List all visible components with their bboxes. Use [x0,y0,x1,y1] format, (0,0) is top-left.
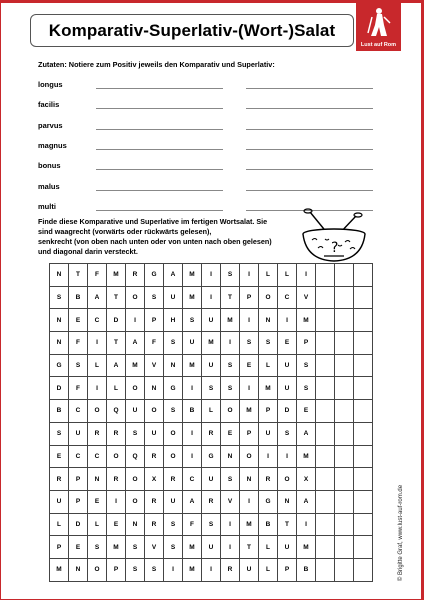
grid-cell: A [126,332,145,355]
grid-cell: T [107,287,126,310]
grid-cell: M [297,536,316,559]
grid-cell: P [107,559,126,582]
grid-cell [316,536,335,559]
comparative-answer-line[interactable] [96,210,223,211]
grid-cell [354,309,373,332]
grid-cell: E [221,423,240,446]
grid-cell: B [259,514,278,537]
grid-cell [354,423,373,446]
grid-cell: S [50,287,69,310]
grid-cell: E [278,332,297,355]
grid-cell: I [297,264,316,287]
grid-cell: R [145,491,164,514]
grid-cell: O [221,400,240,423]
grid-cell: O [107,446,126,469]
grid-cell: S [164,400,183,423]
grid-cell: B [297,559,316,582]
grid-cell: U [202,309,221,332]
grid-cell: H [164,309,183,332]
word-label: facilis [38,100,60,110]
grid-cell: V [145,536,164,559]
grid-cell: B [183,400,202,423]
grid-cell: M [240,400,259,423]
grid-cell [335,309,354,332]
grid-cell: I [221,332,240,355]
grid-cell: S [202,377,221,400]
instruction-line: und diagonal darin versteckt. [38,247,138,256]
grid-cell: I [240,491,259,514]
grid-cell: L [278,264,297,287]
title-box [30,14,354,47]
grid-cell: L [259,355,278,378]
grid-cell: L [259,264,278,287]
grid-cell: O [88,400,107,423]
grid-cell: S [164,332,183,355]
logo [356,3,401,51]
grid-cell: R [202,491,221,514]
grid-cell: I [240,377,259,400]
grid-cell: X [145,468,164,491]
grid-cell: O [164,446,183,469]
grid-cell [316,468,335,491]
logo-text: Lust auf Rom [360,42,397,48]
grid-cell: U [145,423,164,446]
grid-cell: M [297,446,316,469]
grid-cell: R [107,423,126,446]
grid-cell: L [202,400,221,423]
grid-cell: S [221,468,240,491]
grid-cell: M [221,309,240,332]
grid-cell: F [145,332,164,355]
grid-cell: U [259,423,278,446]
grid-cell: I [183,423,202,446]
grid-cell: C [278,287,297,310]
comparative-answer-line[interactable] [96,190,223,191]
grid-cell [316,423,335,446]
grid-cell: D [50,377,69,400]
grid-cell: C [69,446,88,469]
grid-cell: A [297,423,316,446]
superlative-answer-line[interactable] [246,149,373,150]
grid-cell: O [126,491,145,514]
grid-cell: T [107,332,126,355]
grid-cell [316,491,335,514]
grid-cell: G [145,264,164,287]
grid-cell: I [240,309,259,332]
grid-cell: C [88,446,107,469]
grid-cell: N [164,355,183,378]
grid-cell [354,514,373,537]
grid-cell: N [50,264,69,287]
grid-cell [316,400,335,423]
grid-cell: C [183,468,202,491]
grid-cell: V [297,287,316,310]
grid-cell [316,332,335,355]
grid-cell: A [88,287,107,310]
grid-cell [316,287,335,310]
grid-cell: I [183,446,202,469]
grid-cell: B [69,287,88,310]
grid-cell: O [88,559,107,582]
grid-cell: A [297,491,316,514]
grid-cell: R [221,559,240,582]
grid-cell: S [221,377,240,400]
grid-cell: M [50,559,69,582]
grid-cell [335,377,354,400]
grid-cell: I [221,514,240,537]
grid-cell: N [126,514,145,537]
grid-cell: M [183,287,202,310]
grid-cell: S [240,332,259,355]
grid-cell: F [183,514,202,537]
grid-cell: F [69,377,88,400]
comparative-answer-line[interactable] [96,169,223,170]
grid-cell: P [69,491,88,514]
grid-cell [316,264,335,287]
grid-cell: R [107,468,126,491]
comparative-answer-line[interactable] [96,129,223,130]
grid-cell: C [88,309,107,332]
grid-cell: R [145,514,164,537]
grid-cell: I [88,377,107,400]
grid-cell: P [69,468,88,491]
grid-cell: U [164,287,183,310]
grid-cell: L [107,377,126,400]
comparative-answer-line[interactable] [96,88,223,89]
grid-cell [354,559,373,582]
grid-cell [335,559,354,582]
grid-cell: U [278,536,297,559]
grid-cell: R [145,446,164,469]
grid-cell [316,559,335,582]
grid-cell: O [164,423,183,446]
grid-cell: L [88,355,107,378]
grid-cell: U [202,468,221,491]
grid-cell: V [145,355,164,378]
comparative-answer-line[interactable] [96,149,223,150]
grid-cell: P [297,332,316,355]
grid-cell: D [107,309,126,332]
superlative-answer-line[interactable] [246,190,373,191]
grid-cell: O [126,287,145,310]
grid-cell: F [69,332,88,355]
grid-cell: U [202,536,221,559]
grid-cell: Q [126,446,145,469]
instructions [38,217,300,257]
grid-cell: S [145,287,164,310]
grid-cell [316,309,335,332]
grid-cell [354,332,373,355]
grid-cell: O [259,287,278,310]
grid-cell: N [278,491,297,514]
grid-cell [354,287,373,310]
grid-cell: U [183,332,202,355]
grid-cell [316,355,335,378]
grid-cell: S [221,355,240,378]
grid-cell: R [259,468,278,491]
grid-cell: I [126,309,145,332]
grid-cell: E [69,309,88,332]
grid-cell: S [297,377,316,400]
grid-cell: D [69,514,88,537]
grid-cell: L [259,559,278,582]
grid-cell: T [240,536,259,559]
grid-cell: E [69,536,88,559]
grid-cell: I [183,377,202,400]
frame-left [0,0,1,600]
page-title: Komparativ-Superlativ-(Wort-)Salat [48,20,336,40]
grid-cell: I [164,559,183,582]
grid-cell: M [259,377,278,400]
grid-cell: M [183,355,202,378]
grid-cell: M [240,514,259,537]
grid-cell: P [278,559,297,582]
superlative-answer-line[interactable] [246,88,373,89]
grid-cell [354,491,373,514]
grid-cell: P [50,536,69,559]
grid-cell: I [297,514,316,537]
grid-cell: M [183,559,202,582]
grid-cell: U [126,400,145,423]
grid-cell [335,536,354,559]
grid-cell: I [202,287,221,310]
grid-cell: S [221,264,240,287]
grid-cell: M [183,264,202,287]
grid-cell [354,264,373,287]
grid-cell: U [69,423,88,446]
grid-cell [335,468,354,491]
grid-cell: N [88,468,107,491]
grid-cell: S [164,514,183,537]
grid-cell: R [202,423,221,446]
grid-cell [335,264,354,287]
grid-cell: M [107,264,126,287]
grid-cell: S [88,536,107,559]
grid-cell [335,287,354,310]
grid-cell [335,355,354,378]
grid-cell: L [259,536,278,559]
grid-cell: E [240,355,259,378]
grid-cell: P [145,309,164,332]
grid-cell: S [297,355,316,378]
grid-cell: E [107,514,126,537]
grid-cell [354,355,373,378]
grid-cell: N [145,377,164,400]
grid-cell: N [50,309,69,332]
grid-cell: S [145,559,164,582]
svg-text:?: ? [331,240,339,256]
grid-cell: M [297,309,316,332]
grid-cell [335,400,354,423]
grid-cell: T [221,287,240,310]
grid-cell: G [202,446,221,469]
grid-cell: O [126,468,145,491]
grid-cell [354,468,373,491]
grid-cell: M [107,536,126,559]
grid-cell: I [259,446,278,469]
grid-cell: N [240,468,259,491]
grid-cell [316,377,335,400]
grid-cell: L [50,514,69,537]
grid-cell: R [88,423,107,446]
grid-cell: M [183,536,202,559]
grid-cell: S [126,423,145,446]
grid-cell: S [259,332,278,355]
superlative-answer-line[interactable] [246,169,373,170]
grid-cell: S [183,309,202,332]
intro-text: Zutaten: Notiere zum Positiv jeweils den Komparativ und Superlativ: [38,60,275,69]
grid-cell: C [69,400,88,423]
instruction-line: Finde diese Komparative und Superlative im fertigen Wortsalat. Sie [38,217,268,226]
instruction-line: sind waagrecht (vorwärts oder rückwärts gelesen), [38,227,212,236]
grid-cell: O [278,468,297,491]
grid-cell: D [278,400,297,423]
grid-cell: N [50,332,69,355]
word-search-grid [49,263,373,582]
grid-cell: U [50,491,69,514]
grid-cell [335,491,354,514]
grid-cell [354,400,373,423]
grid-cell: I [240,264,259,287]
superlative-answer-line[interactable] [246,129,373,130]
grid-cell: N [259,309,278,332]
grid-cell [316,446,335,469]
grid-cell: S [69,355,88,378]
grid-cell [335,514,354,537]
grid-cell [354,536,373,559]
grid-cell: U [278,355,297,378]
grid-cell: T [69,264,88,287]
grid-cell: S [278,423,297,446]
grid-cell: O [240,446,259,469]
grid-cell: A [107,355,126,378]
salad-bowl-icon [298,208,370,266]
grid-cell: E [50,446,69,469]
grid-cell: U [278,377,297,400]
credit-text: © Brigitte Graf, www.lust-auf-rom.de [398,484,404,582]
grid-cell [335,332,354,355]
word-label: magnus [38,140,67,150]
grid-cell: I [88,332,107,355]
grid-cell: Q [107,400,126,423]
grid-cell: F [88,264,107,287]
grid-cell: N [69,559,88,582]
grid-cell: R [50,468,69,491]
grid-cell: M [202,332,221,355]
grid-cell: G [259,491,278,514]
grid-cell [335,446,354,469]
grid-cell: N [221,446,240,469]
grid-cell [354,377,373,400]
grid-cell [335,423,354,446]
grid-cell: S [202,514,221,537]
grid-cell: G [50,355,69,378]
grid-cell: T [278,514,297,537]
grid-cell: A [164,264,183,287]
grid-cell: I [107,491,126,514]
grid-cell: P [240,287,259,310]
grid-cell: P [259,400,278,423]
grid-cell: I [202,559,221,582]
grid-cell: I [278,446,297,469]
superlative-answer-line[interactable] [246,108,373,109]
copyright-credit [391,480,403,590]
grid-cell: U [240,559,259,582]
grid-cell: I [221,536,240,559]
comparative-answer-line[interactable] [96,108,223,109]
grid-cell: U [202,355,221,378]
grid-cell: S [126,536,145,559]
grid-cell: P [240,423,259,446]
grid-cell [354,446,373,469]
grid-cell [316,514,335,537]
word-label: parvus [38,120,63,130]
grid-cell: E [88,491,107,514]
grid-cell: M [126,355,145,378]
grid-cell: S [50,423,69,446]
grid-cell: E [297,400,316,423]
word-label: bonus [38,161,61,171]
instruction-line: senkrecht (von oben nach unten oder von unten nach oben gelesen) [38,237,272,246]
grid-cell: O [145,400,164,423]
grid-cell: S [126,559,145,582]
grid-cell: R [126,264,145,287]
grid-cell: A [183,491,202,514]
grid-cell: O [126,377,145,400]
word-label: longus [38,80,63,89]
grid-cell: U [164,491,183,514]
word-label: malus [38,181,60,191]
grid-cell: V [221,491,240,514]
grid-cell: X [297,468,316,491]
grid-cell: L [88,514,107,537]
word-label: multi [38,201,56,211]
grid-cell: G [164,377,183,400]
grid-cell: S [164,536,183,559]
grid-cell: I [202,264,221,287]
grid-cell: R [164,468,183,491]
grid-cell: B [50,400,69,423]
grid-cell: I [278,309,297,332]
